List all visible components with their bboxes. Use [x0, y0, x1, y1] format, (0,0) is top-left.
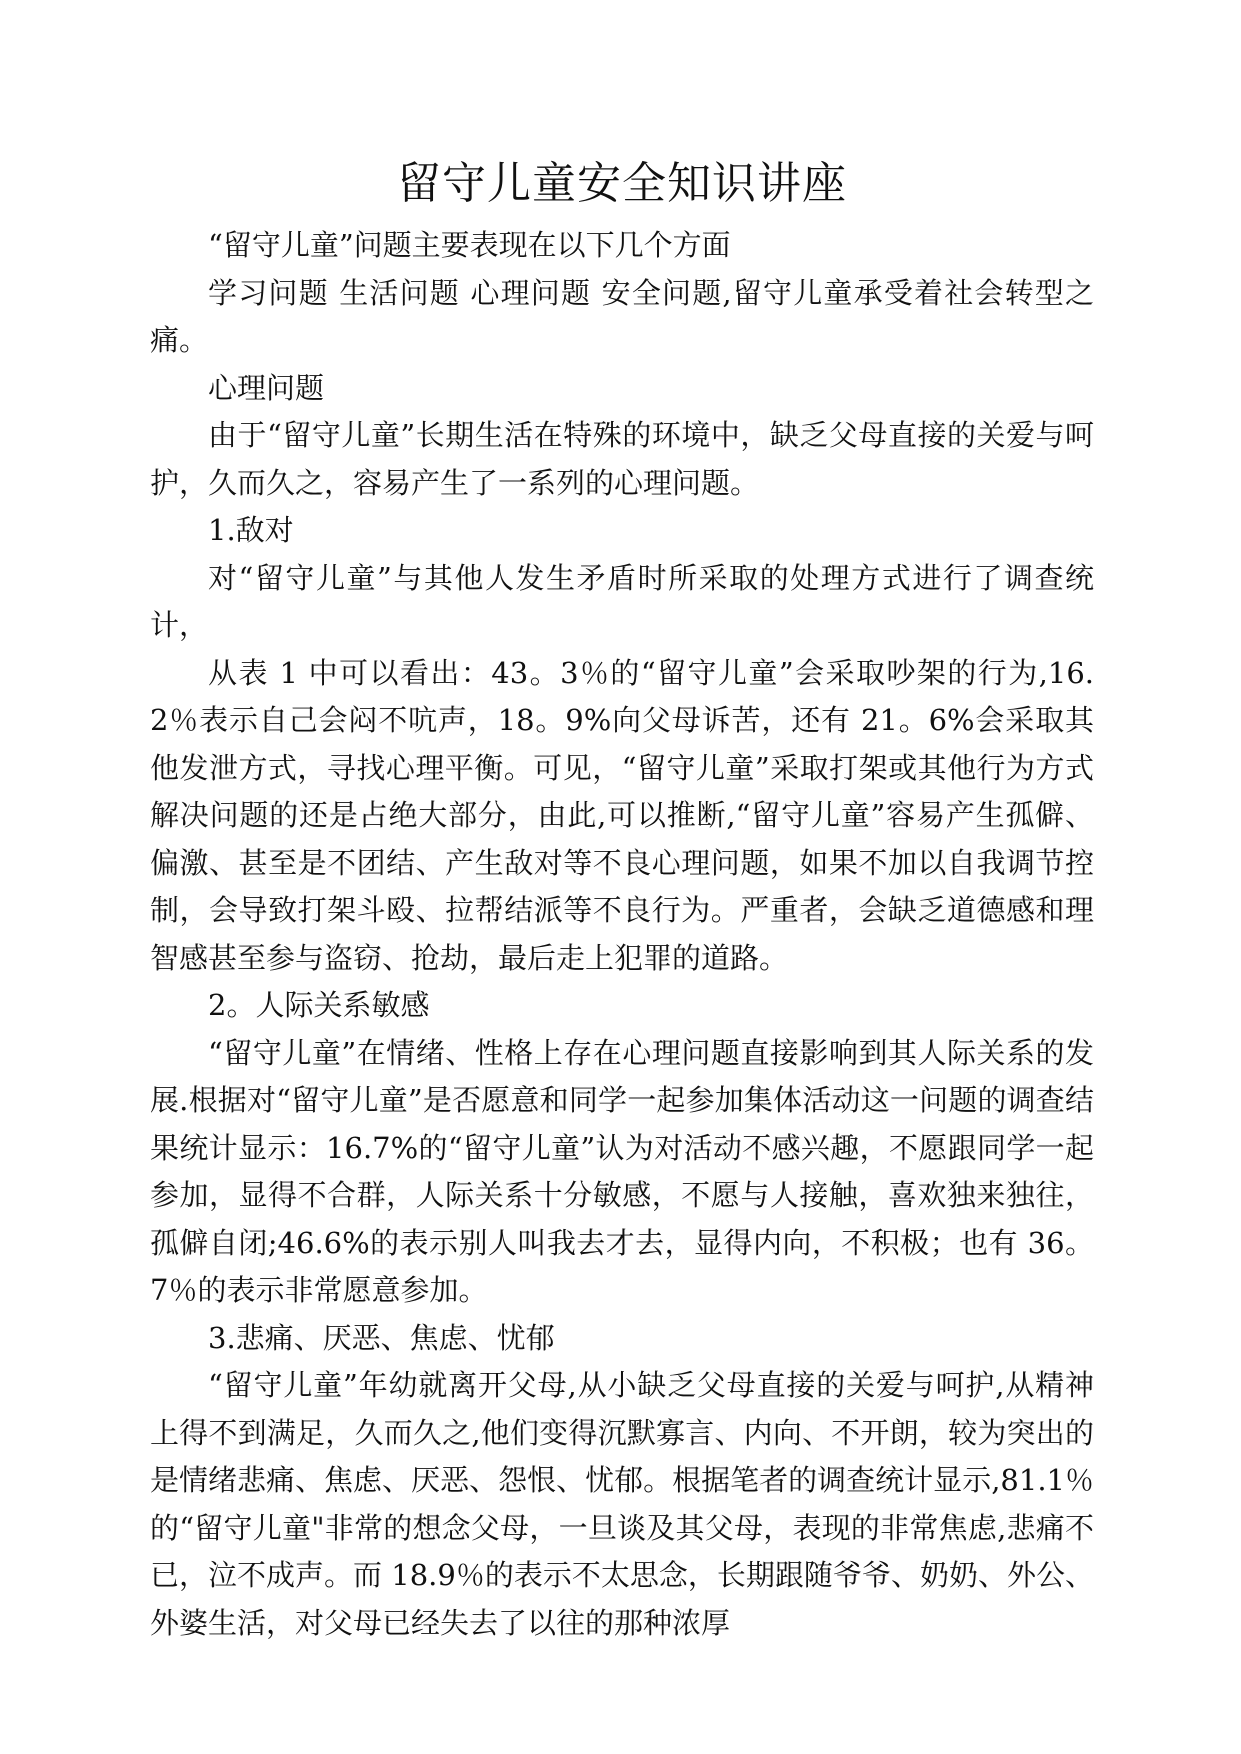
document-page: [150, 150, 1094, 1647]
paragraph-emotions: “留守儿童”年幼就离开父母,从小缺乏父母直接的关爱与呵护,从精神上得不到满足，久而久之,他们变得沉默寡言、内向、不开朗，较为突出的是情绪悲痛、焦虑、厌恶、怨恨、忧郁。根据笔者的调查统计显示,81.1％的“留守儿童"非常的想念父母，一旦谈及其父母，表现的非常焦虑,悲痛不已，泣不成声。而 18.9％的表示不太思念，长期跟随爷爷、奶奶、外公、外婆生活，对父母已经失去了以往的那种浓厚: [150, 1368, 1094, 1640]
paragraph-psychology: 由于“留守儿童”长期生活在特殊的环境中，缺乏父母直接的关爱与呵护，久而久之，容易产生了一系列的心理问题。: [150, 418, 1094, 500]
subheading-emotions: 3.悲痛、厌恶、焦虑、忧郁: [208, 1320, 555, 1355]
subheading-interpersonal: 2。人际关系敏感: [208, 988, 430, 1022]
paragraph-issues: 学习问题 生活问题 心理问题 安全问题,留守儿童承受着社会转型之痛。: [150, 275, 1094, 357]
document-title: 留守儿童安全知识讲座: [397, 158, 847, 209]
paragraph-interpersonal: “留守儿童”在情绪、性格上存在心理问题直接影响到其人际关系的发展.根据对“留守儿童”是否愿意和同学一起参加集体活动这一问题的调查结果统计显示：16.7%的“留守儿童”认为对活动不感兴趣，不愿跟同学一起参加，显得不合群，人际关系十分敏感，不愿与人接触，喜欢独来独往，孤僻自闭;46.6%的表示别人叫我去才去，显得内向，不积极；也有 36。7％的表示非常愿意参加。: [150, 1035, 1094, 1307]
subheading-hostility: 1.敌对: [208, 513, 294, 547]
paragraph-intro: “留守儿童”问题主要表现在以下几个方面: [208, 228, 731, 262]
paragraph-hostility-stats: 从表 1 中可以看出：43。3％的“留守儿童”会采取吵架的行为,16.2％表示自己会闷不吭声，18。9%向父母诉苦，还有 21。6%会采取其他发泄方式，寻找心理平衡。可见，“留守儿童”采取打架或其他行为方式解决问题的还是占绝大部分，由此,可以推断,“留守儿童”容易产生孤僻、偏激、甚至是不团结、产生敌对等不良心理问题，如果不加以自我调节控制，会导致打架斗殴、拉帮结派等不良行为。严重者，会缺乏道德感和理智感甚至参与盗窃、抢劫，最后走上犯罪的道路。: [150, 655, 1094, 975]
section-heading-psychology: 心理问题: [208, 370, 325, 405]
paragraph-survey: 对“留守儿童”与其他人发生矛盾时所采取的处理方式进行了调查统计，: [150, 560, 1094, 642]
